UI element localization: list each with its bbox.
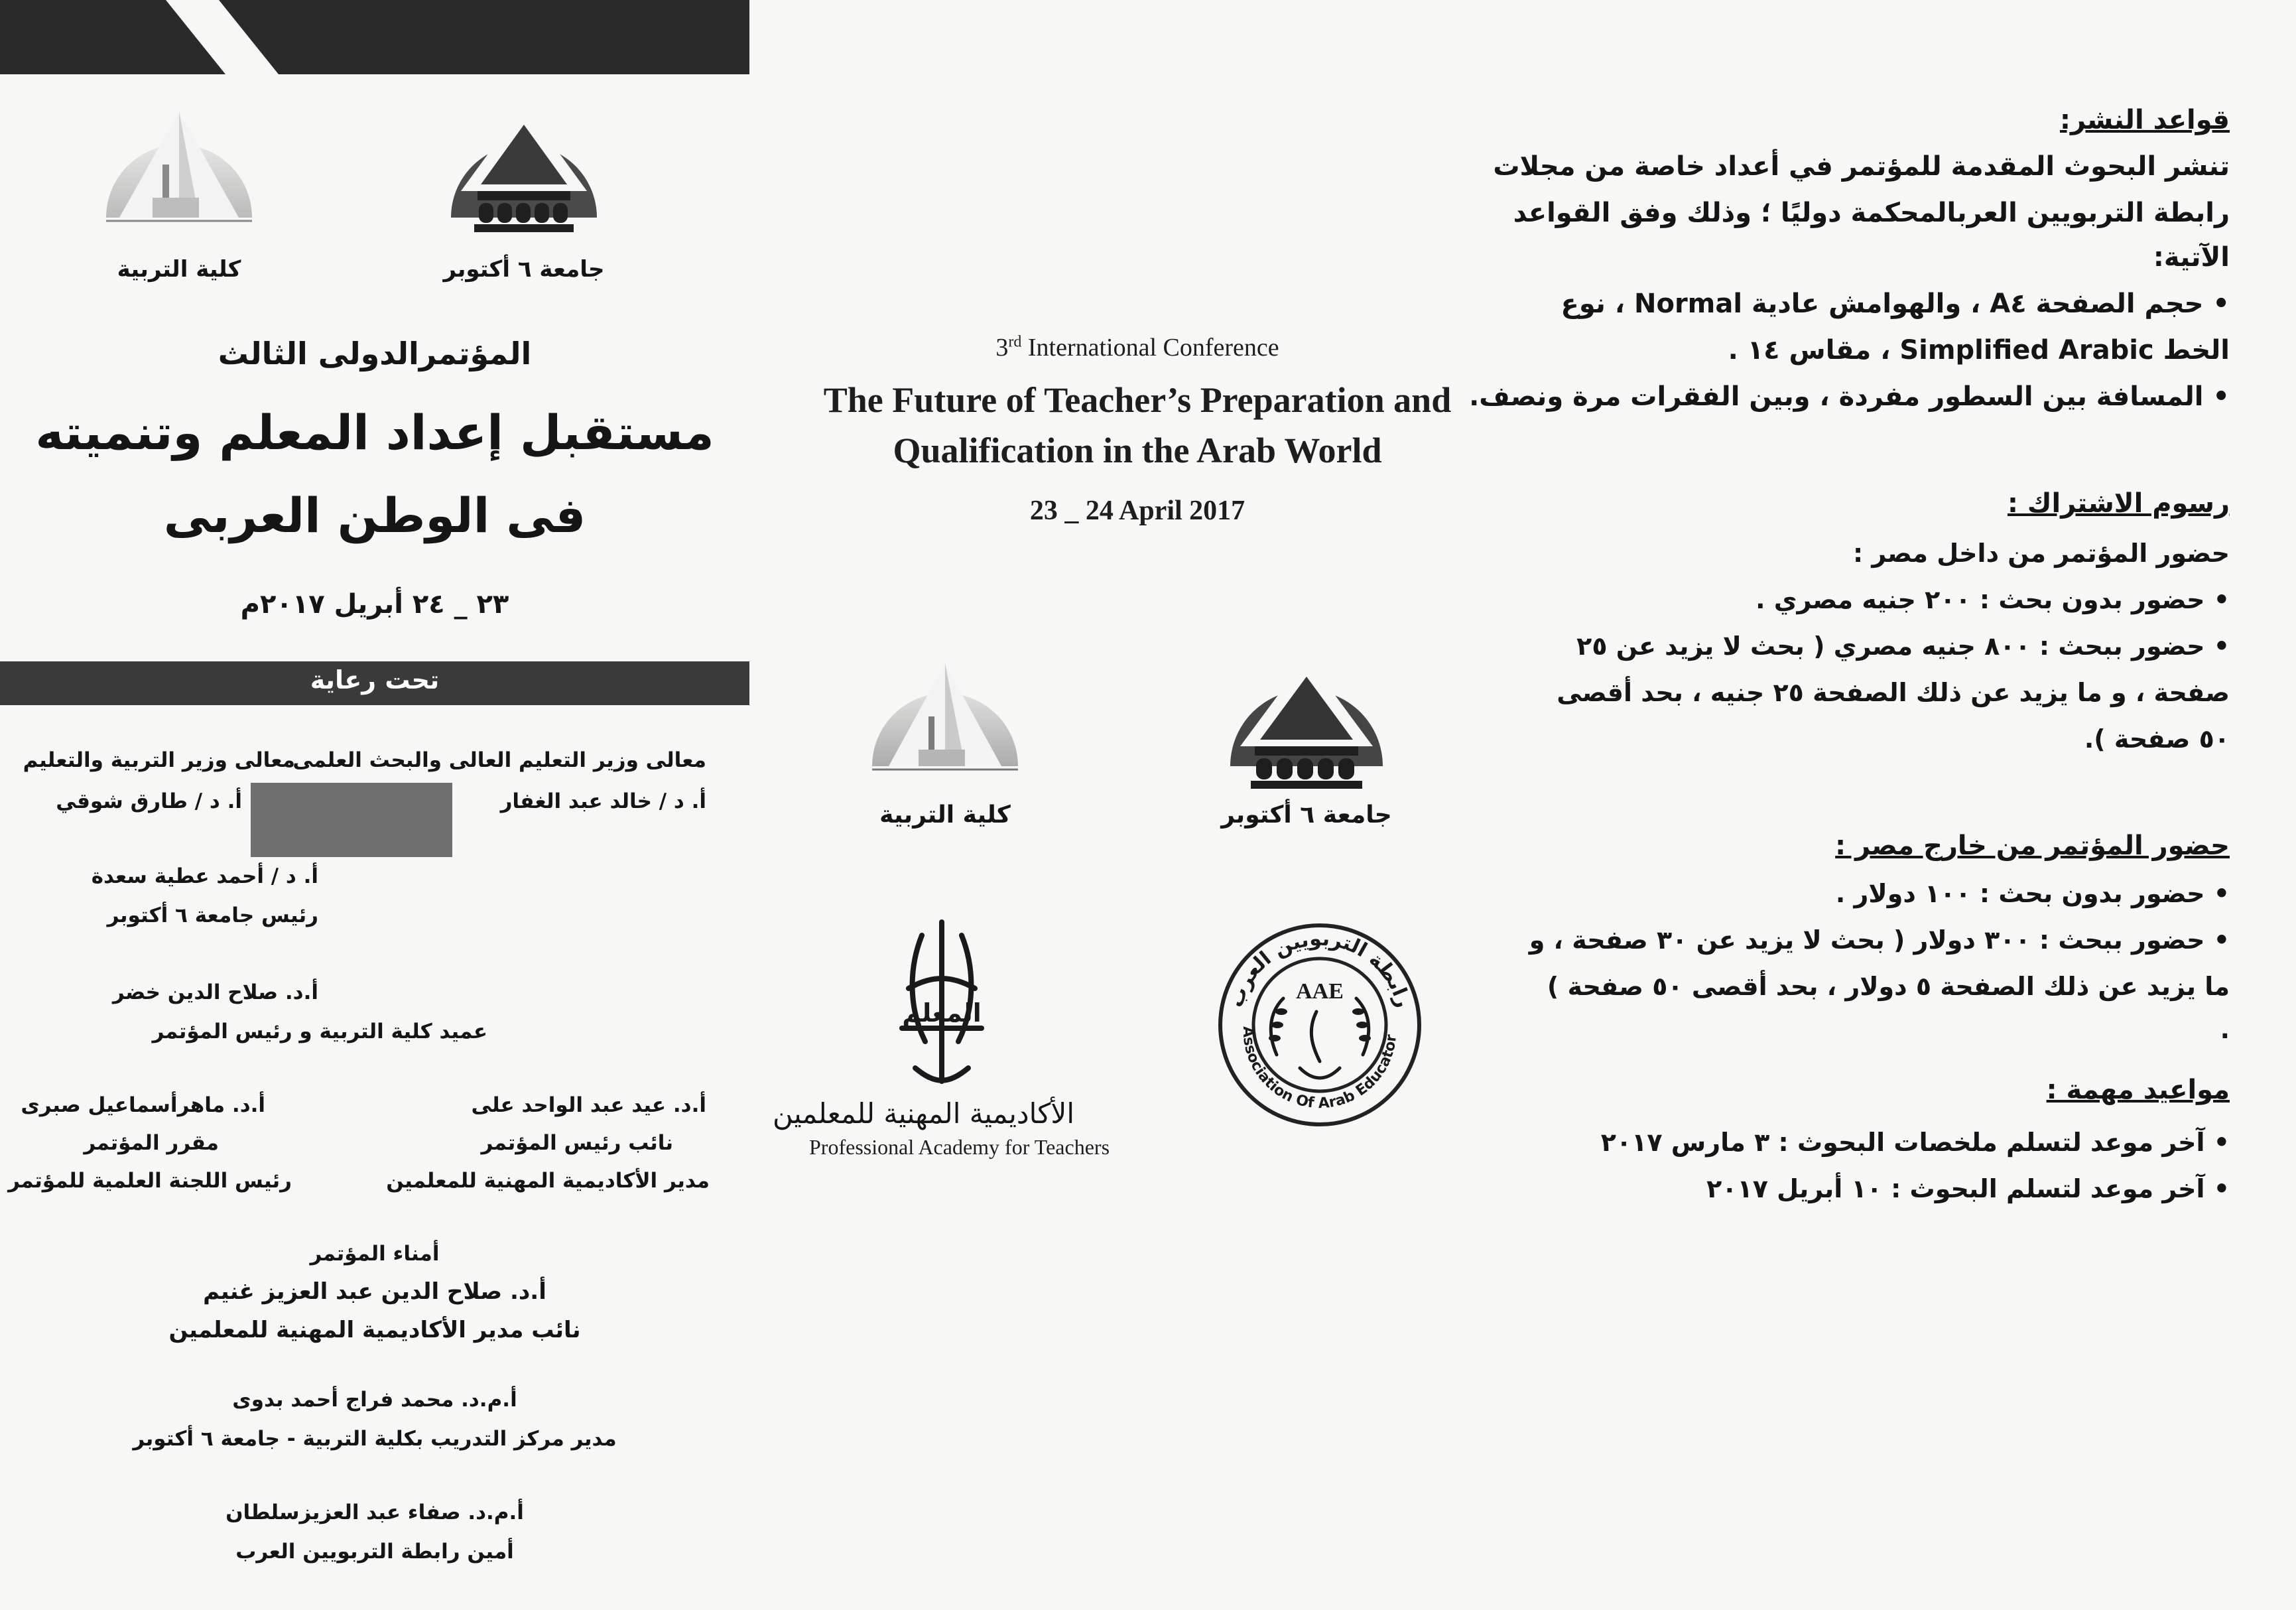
secretary3-role: أمين رابطة التربويين العرب [235,1540,514,1564]
dean-role: عميد كلية التربية و رئيس المؤتمر [152,1020,487,1043]
middle-panel [756,0,1519,1610]
conference-dates-en: 23 _ 24 April 2017 [1029,496,1245,526]
conference-ordinal: 3 [995,334,1009,362]
faculty-of-education-logo-mid [862,643,1028,829]
inside-egypt-item2-line3: ٥٠ صفحة ). [2084,724,2230,754]
rapporteur-role1: مقرر المؤتمر [84,1131,219,1155]
rules-paragraph-line3: الآتية: [2153,242,2230,273]
rule-page-size-line2: الخط Simplified Arabic ، مقاس ١٤ . [1728,335,2230,366]
inside-egypt-heading: حضور المؤتمر من داخل مصر : [1852,539,2230,568]
aae-seal-icon [1214,919,1426,1131]
left-panel [0,0,756,1610]
professional-academy-logo [772,909,1110,1160]
outside-egypt-item2-line3: . [2220,1015,2230,1044]
outside-egypt-item1: • حضور بدون بحث : ١٠٠ دولار . [1835,879,2230,908]
university-president-name: أ. د / أحمد عطية سعدة [91,864,318,888]
patronage-label: تحت رعاية [310,665,440,695]
outside-egypt-item2-line1: • حضور ببحث : ٣٠٠ دولار ( بحث لا يزيد عن ٣٠ صفحة ، و [1529,925,2230,955]
aae-ring-arabic: رابطة التربويين العرب [1224,927,1415,1010]
banner-diagonal-stripe [0,0,749,74]
secretary1-name: أ.د. صلاح الدين عبد العزيز غنيم [203,1278,546,1305]
rapporteur-name: أ.د. ماهرأسماعيل صبرى [21,1093,265,1117]
vice-president-role2: مدير الأكاديمية المهنية للمعلمين [386,1169,710,1193]
october-6-university-logo [438,85,610,283]
deadline-papers: • آخر موعد لتسلم البحوث : ١٠ أبريل ٢٠١٧ [1706,1174,2230,1203]
faculty-logo-caption-mid: كلية التربية [879,801,1011,829]
vice-president-role1: نائب رئيس المؤتمر [481,1131,673,1155]
academy-name-ar: الأكاديمية المهنية للمعلمين [772,1097,1074,1130]
conference-title-en-line2: Qualification in the Arab World [893,431,1382,470]
deadline-abstracts: • آخر موعد لتسلم ملخصات البحوث : ٣ مارس ٢٠١٧ [1600,1128,2230,1157]
university-president-role: رئيس جامعة ٦ أكتوبر [107,904,318,927]
dean-name: أ.د. صلاح الدين خضر [112,980,318,1004]
outside-egypt-heading: حضور المؤتمر من خارج مصر : [1835,831,2230,861]
inside-egypt-item1: • حضور بدون بحث : ٢٠٠ جنيه مصري . [1755,585,2230,614]
redaction-box [251,783,452,857]
university-building-icon [1214,634,1399,796]
outside-egypt-item2-line2: ما يزيد عن ذلك الصفحة ٥ دولار ، بحد أقصى ٥٠ صفحة ) [1547,972,2230,1001]
academy-name-en: Professional Academy for Teachers [809,1135,1110,1159]
secretary2-role: مدير مركز التدريب بكلية التربية - جامعة ٦ أكتوبر [133,1427,617,1451]
fees-heading: رسوم الاشتراك : [2007,488,2230,519]
patronage-bar [0,661,749,705]
conference-ordinal-suffix: rd [1008,333,1022,351]
secretary1-role: نائب مدير الأكاديمية المهنية للمعلمين [168,1317,581,1343]
patron-education-name: أ. د / طارق شوقي [56,789,242,813]
rules-paragraph-line1: تنشر البحوث المقدمة للمؤتمر في أعداد خاصة من مجلات [1493,151,2230,182]
conference-label: International Conference [1021,334,1279,362]
conference-title-en-line1: The Future of Teacher’s Preparation and [823,380,1452,420]
academy-calligraphy-icon [809,909,1074,1108]
faculty-of-education-logo [99,85,259,283]
important-dates-heading: مواعيد مهمة : [2046,1075,2230,1105]
publishing-rules-heading: قواعد النشر: [2060,105,2230,135]
university-building-icon [438,85,610,251]
conference-title-ar-line2: فى الوطن العربى [163,488,586,543]
rapporteur-role2: رئيس اللجنة العلمية للمؤتمر [8,1169,292,1193]
top-banner [0,0,749,74]
university-logo-caption-mid: جامعة ٦ أكتوبر [1221,801,1392,829]
aae-initials: AAE [1296,979,1344,1004]
october-6-university-logo-mid [1214,634,1399,829]
academy-calligraphy-text: المعلم [902,998,982,1028]
conference-dates-ar: ٢٣ _ ٢٤ أبريل ٢٠١٧م [240,589,509,620]
aae-ring-english: Association Of Arab Educator [1239,1026,1400,1112]
conference-number-en [756,333,1519,362]
inside-egypt-item2-line1: • حضور ببحث : ٨٠٠ جنيه مصري ( بحث لا يزيد عن ٢٥ [1576,632,2230,661]
conference-title-ar-line1: مستقبل إعداد المعلم وتنميته [35,405,714,460]
inside-egypt-item2-line2: صفحة ، و ما يزيد عن ذلك الصفحة ٢٥ جنيه ، بحد أقصى [1557,678,2230,707]
conference-number-ar: المؤتمرالدولى الثالث [218,336,532,371]
association-arab-educators-logo [1214,919,1426,1134]
right-panel [1469,0,2296,1610]
university-logo-caption: جامعة ٦ أكتوبر [443,256,605,283]
patron-higher-ed-name: أ. د / خالد عبد الغفار [500,789,706,813]
secretary2-name: أ.م.د. محمد فراج أحمد بدوى [232,1388,517,1412]
patron-education-title: معالى وزير التربية والتعليم [23,748,295,772]
rule-page-size-line1: • حجم الصفحة A٤ ، والهوامش عادية Normal ، نوع [1561,289,2230,319]
pyramid-monument-icon [99,85,259,251]
faculty-logo-caption: كلية التربية [117,256,241,283]
secretaries-label: أمناء المؤتمر [310,1242,440,1266]
pyramid-monument-icon [862,643,1028,796]
patron-higher-ed-title: معالى وزير التعليم العالى والبحث العلمى [292,748,706,772]
vice-president-name: أ.د. عيد عبد الواحد على [471,1093,706,1117]
secretary3-name: أ.م.د. صفاء عبد العزيزسلطان [225,1501,524,1524]
rule-line-spacing: • المسافة بين السطور مفردة ، وبين الفقرات مرة ونصف. [1469,381,2230,412]
rules-paragraph-line2: رابطة التربويين العربالمحكمة دوليًا ؛ وذلك وفق القواعد [1513,198,2230,228]
